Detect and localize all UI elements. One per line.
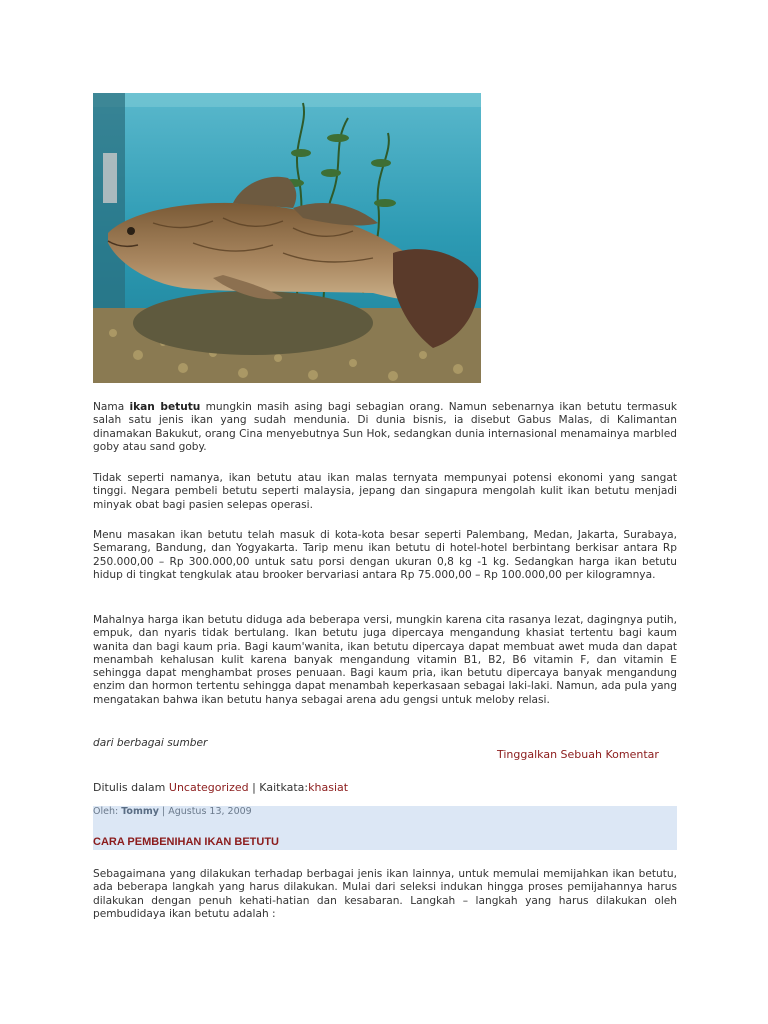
post-filed-info: Ditulis dalam Uncategorized | Kaitkata:khasiat — [93, 781, 349, 794]
article-paragraph-3: Menu masakan ikan betutu telah masuk di kota-kota besar seperti Palembang, Medan, Jakarta, Surabaya, Semarang, Bandung, dan Yogyakarta. Tarip menu ikan betutu di hotel-hotel berbintang berkisar antara Rp 250.000,00 – Rp 300.000,00 untuk satu porsi dengan ukuran 0,8 kg -1 kg. Sedangkan harga ikan betutu hidup di tingkat tengkulak atau brooker bervariasi antara Rp 75.000,00 – Rp 100.000,00 per kilogramnya. — [93, 529, 677, 581]
article-paragraph-2: Tidak seperti namanya, ikan betutu atau ikan malas ternyata mempunyai potensi ekonomi yang sangat tinggi. Negara pembeli betutu seperti malaysia, jepang dan singapura mengolah kulit ikan betutu menjadi minyak obat bagi pasien selepas operasi. — [93, 472, 677, 511]
article-paragraph-4: Mahalnya harga ikan betutu diduga ada beberapa versi, mungkin karena cita rasanya lezat, dagingnya putih, empuk, dan nyaris tidak bertulang. Ikan betutu juga dipercaya mengandung khasiat tertentu bagi kaum wanita dan bagi kaum pria. Bagi kaum'wanita, ikan betutu dipercaya dapat membuat awet muda dan dapat menambah kehalusan kulit karena banyak mengandung vitamin B1, B2, B6 vitamin F, dan vitamin E sehingga dapat menghambat proses penuaan. Bagi kaum pria, ikan betutu dipercaya banyak mengandung enzim dan hormon tertentu sehingga dapat menambah keperkasaan sebagai laki-laki. Namun, ada pula yang mengatakan bahwa ikan betutu hanya sebagai arena adu gengsi untuk meloby relasi. — [93, 614, 677, 706]
next-post-paragraph-1: Sebagaimana yang dilakukan terhadap berbagai jenis ikan lainnya, untuk memulai memijahkan ikan betutu, ada beberapa langkah yang harus dilakukan. Mulai dari seleksi indukan hingga proses pemijahannya harus dilakukan dengan penuh kehati-hatian dan kesabaran. Langkah – langkah yang harus dilakukan oleh pembudidaya ikan betutu adalah : — [93, 868, 677, 920]
highlight-term: ikan betutu — [129, 401, 201, 413]
leave-comment-link[interactable]: Tinggalkan Sebuah Komentar — [497, 748, 659, 761]
source-note: dari berbagai sumber — [93, 737, 208, 749]
post-title[interactable]: CARA PEMBENIHAN IKAN BETUTU — [93, 836, 279, 848]
category-link[interactable]: Uncategorized — [168, 781, 249, 794]
tag-link[interactable]: khasiat — [308, 781, 349, 794]
post-meta-box — [93, 806, 677, 850]
article-paragraph-1: Nama ikan betutu mungkin masih asing bagi sebagian orang. Namun sebenarnya ikan betutu termasuk salah satu jenis ikan yang sudah mendunia. Di dunia bisnis, ia disebut Gabus Malas, di Kalimantan dinamakan Bakukut, orang Cina menyebutnya Sun Hok, sedangkan dunia internasional menamainya marbled goby atau sand goby. — [93, 401, 677, 453]
post-meta: Oleh: Tommy | Agustus 13, 2009 — [93, 806, 252, 817]
article-photo — [93, 93, 481, 383]
author-link[interactable]: Tommy — [121, 806, 159, 817]
